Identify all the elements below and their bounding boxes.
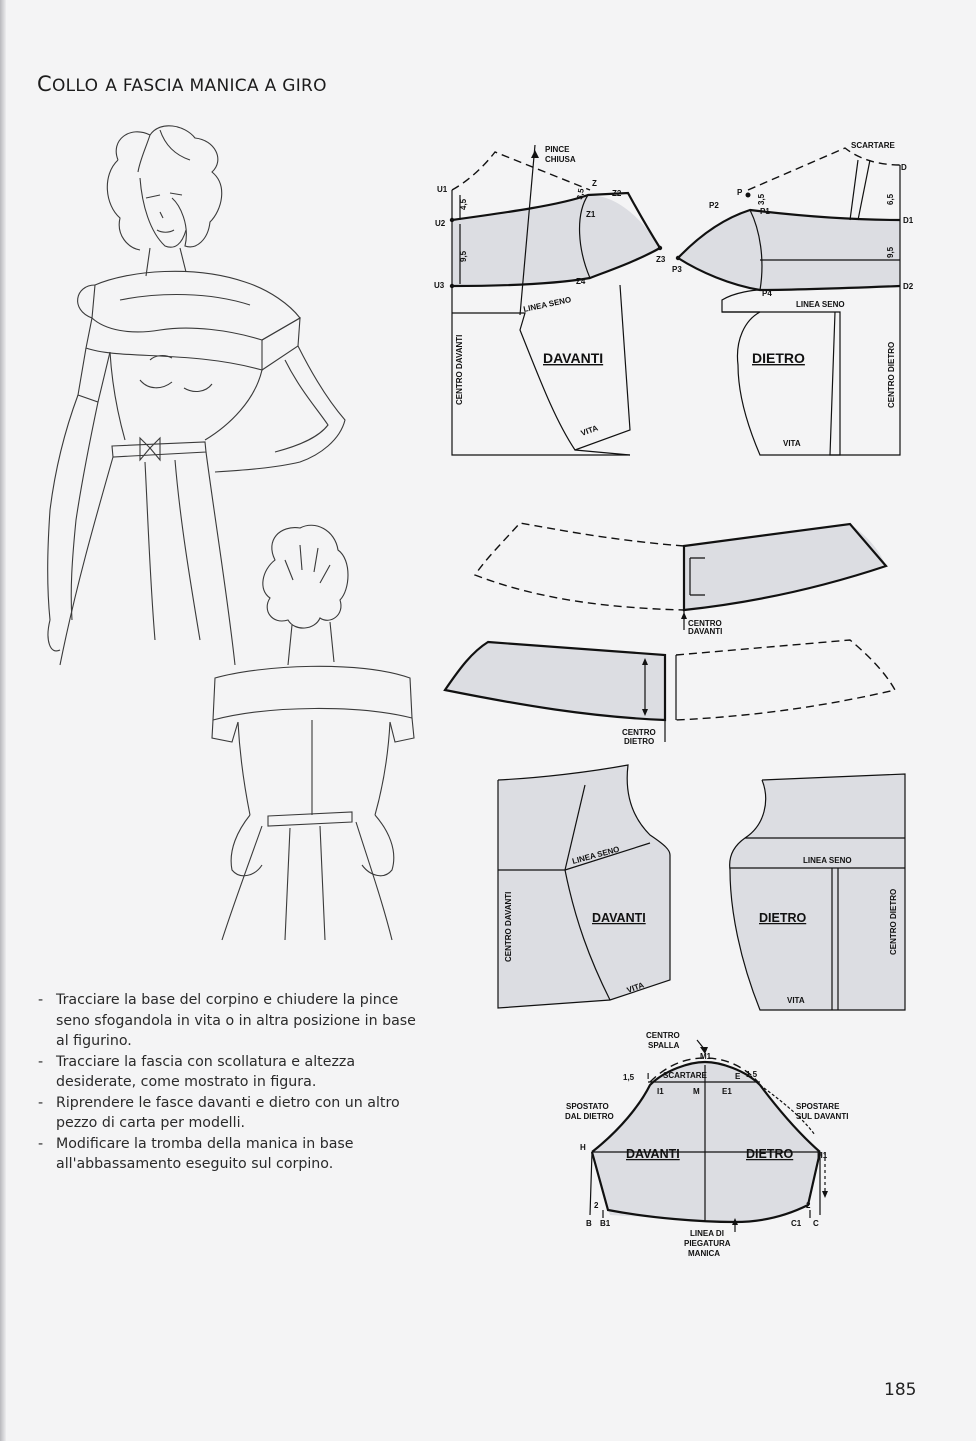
instruction-item bbox=[36, 1052, 426, 1093]
label-centro-sleeve: CENTRO bbox=[646, 1031, 680, 1040]
label-davanti-collar: DAVANTI bbox=[688, 627, 723, 636]
label-chiusa: CHIUSA bbox=[545, 155, 576, 164]
label-sul-davanti: SUL DAVANTI bbox=[796, 1112, 849, 1121]
bullet-dash: - bbox=[38, 1053, 44, 1070]
label-vita-top-back: VITA bbox=[783, 439, 801, 448]
front-bodice-pattern-bottom bbox=[498, 765, 670, 1008]
measure-3-5-back: 3,5 bbox=[757, 193, 766, 205]
label-centro-collar-front: CENTRO bbox=[688, 619, 722, 628]
label-davanti-bottom: DAVANTI bbox=[592, 911, 646, 925]
label-vita-bottom-front: VITA bbox=[625, 980, 646, 995]
label-dal-dietro: DAL DIETRO bbox=[565, 1112, 614, 1121]
label-h: H bbox=[580, 1143, 586, 1152]
label-u2: U2 bbox=[435, 219, 446, 228]
label-d2: D2 bbox=[903, 282, 914, 291]
label-scartare-sleeve: SCARTARE bbox=[663, 1071, 707, 1080]
label-z3: Z3 bbox=[656, 255, 666, 264]
label-dietro-sleeve: DIETRO bbox=[746, 1147, 794, 1161]
label-centro-davanti-bottom: CENTRO DAVANTI bbox=[504, 891, 513, 962]
label-davanti-sleeve: DAVANTI bbox=[626, 1147, 680, 1161]
label-p2: P2 bbox=[709, 201, 719, 210]
back-figure-sketch bbox=[212, 525, 414, 940]
label-piegatura: PIEGATURA bbox=[684, 1239, 731, 1248]
label-z2: Z2 bbox=[612, 189, 622, 198]
instruction-item bbox=[36, 1093, 426, 1134]
front-figure-sketch bbox=[48, 126, 345, 665]
bullet-dash: - bbox=[38, 1094, 44, 1111]
instruction-text: Riprendere le fasce davanti e dietro con un altro pezzo di carta per modelli. bbox=[56, 1094, 400, 1131]
measure-1-5-right: 1,5 bbox=[746, 1070, 758, 1079]
label-scartare-top: SCARTARE bbox=[851, 141, 895, 150]
label-h1: H1 bbox=[817, 1151, 828, 1160]
label-dietro-top: DIETRO bbox=[752, 350, 805, 366]
label-i1: I1 bbox=[657, 1087, 664, 1096]
back-bodice-pattern-top bbox=[676, 148, 900, 455]
label-m1: M1 bbox=[700, 1052, 712, 1061]
label-2-right: 2 bbox=[806, 1201, 811, 1210]
measure-9-5-back: 9,5 bbox=[886, 246, 895, 258]
label-p: P bbox=[737, 188, 743, 197]
label-d: D bbox=[901, 163, 907, 172]
label-d1: D1 bbox=[903, 216, 914, 225]
label-c1: C1 bbox=[791, 1219, 802, 1228]
label-linea-di: LINEA DI bbox=[690, 1229, 724, 1238]
label-spostato: SPOSTATO bbox=[566, 1102, 609, 1111]
label-linea-seno-bottom-back: LINEA SENO bbox=[803, 856, 852, 865]
label-p1: P1 bbox=[760, 207, 770, 216]
label-z: Z bbox=[592, 179, 597, 188]
measure-3-5-front: 3,5 bbox=[575, 187, 586, 201]
collar-band-back bbox=[445, 640, 895, 742]
label-centro-davanti-top: CENTRO DAVANTI bbox=[455, 334, 464, 405]
label-davanti-top: DAVANTI bbox=[543, 350, 604, 366]
page-number: 185 bbox=[884, 1380, 917, 1400]
label-linea-seno-bottom-front: LINEA SENO bbox=[571, 844, 621, 866]
label-z4: Z4 bbox=[576, 277, 586, 286]
label-e1: E1 bbox=[722, 1087, 732, 1096]
title-rest-word: OLLO bbox=[51, 76, 99, 97]
label-z1: Z1 bbox=[586, 210, 596, 219]
label-manica: MANICA bbox=[688, 1249, 720, 1258]
label-c: C bbox=[813, 1219, 819, 1228]
label-b1: B1 bbox=[600, 1219, 611, 1228]
instruction-item bbox=[36, 1134, 426, 1175]
label-linea-seno-top-back: LINEA SENO bbox=[796, 300, 845, 309]
bullet-dash: - bbox=[38, 992, 44, 1008]
label-2-left: 2 bbox=[594, 1201, 599, 1210]
label-p3: P3 bbox=[672, 265, 682, 274]
label-linea-seno-top-front: LINEA SENO bbox=[522, 295, 572, 314]
back-bodice-pattern-bottom bbox=[730, 774, 905, 1010]
label-p4: P4 bbox=[762, 289, 772, 298]
label-centro-dietro-bottom: CENTRO DIETRO bbox=[889, 888, 898, 955]
instructions-list bbox=[36, 990, 426, 1175]
label-e: E bbox=[735, 1072, 741, 1081]
measure-1-5-left: 1,5 bbox=[623, 1073, 635, 1082]
label-vita-bottom-back: VITA bbox=[787, 996, 805, 1005]
instruction-text: Tracciare la fascia con scollatura e altezza desiderate, come mostrato in figura. bbox=[56, 1053, 356, 1090]
label-u1: U1 bbox=[437, 185, 448, 194]
bullet-dash: - bbox=[38, 1135, 44, 1152]
label-vita-top-front: VITA bbox=[579, 423, 600, 438]
instruction-item bbox=[36, 990, 426, 1052]
instruction-text: Modificare la tromba della manica in base all'abbassamento eseguito sul corpino. bbox=[56, 1135, 354, 1172]
instruction-text: Tracciare la base del corpino e chiudere la pince seno sfogandola in vita o in altra posizione in base al figurino. bbox=[56, 992, 416, 1049]
label-u3: U3 bbox=[434, 281, 445, 290]
measure-9-5-front: 9,5 bbox=[459, 250, 468, 262]
label-dietro-bottom: DIETRO bbox=[759, 911, 807, 925]
label-b: B bbox=[586, 1219, 592, 1228]
label-spalla: SPALLA bbox=[648, 1041, 680, 1050]
measure-4-5: 4,5 bbox=[459, 198, 468, 210]
label-dietro-collar: DIETRO bbox=[624, 737, 655, 746]
title-first-letter: C bbox=[37, 72, 52, 97]
label-centro-collar-back: CENTRO bbox=[622, 728, 656, 737]
title-words: A FASCIA MANICA A GIRO bbox=[105, 76, 327, 97]
label-pince: PINCE bbox=[545, 145, 570, 154]
label-i: I bbox=[647, 1072, 650, 1081]
measure-6-5: 6,5 bbox=[886, 193, 895, 205]
sleeve-pattern bbox=[590, 1040, 828, 1232]
collar-band-front bbox=[475, 523, 886, 630]
label-centro-dietro-top: CENTRO DIETRO bbox=[887, 341, 896, 408]
label-m: M bbox=[693, 1087, 700, 1096]
label-spostare: SPOSTARE bbox=[796, 1102, 840, 1111]
